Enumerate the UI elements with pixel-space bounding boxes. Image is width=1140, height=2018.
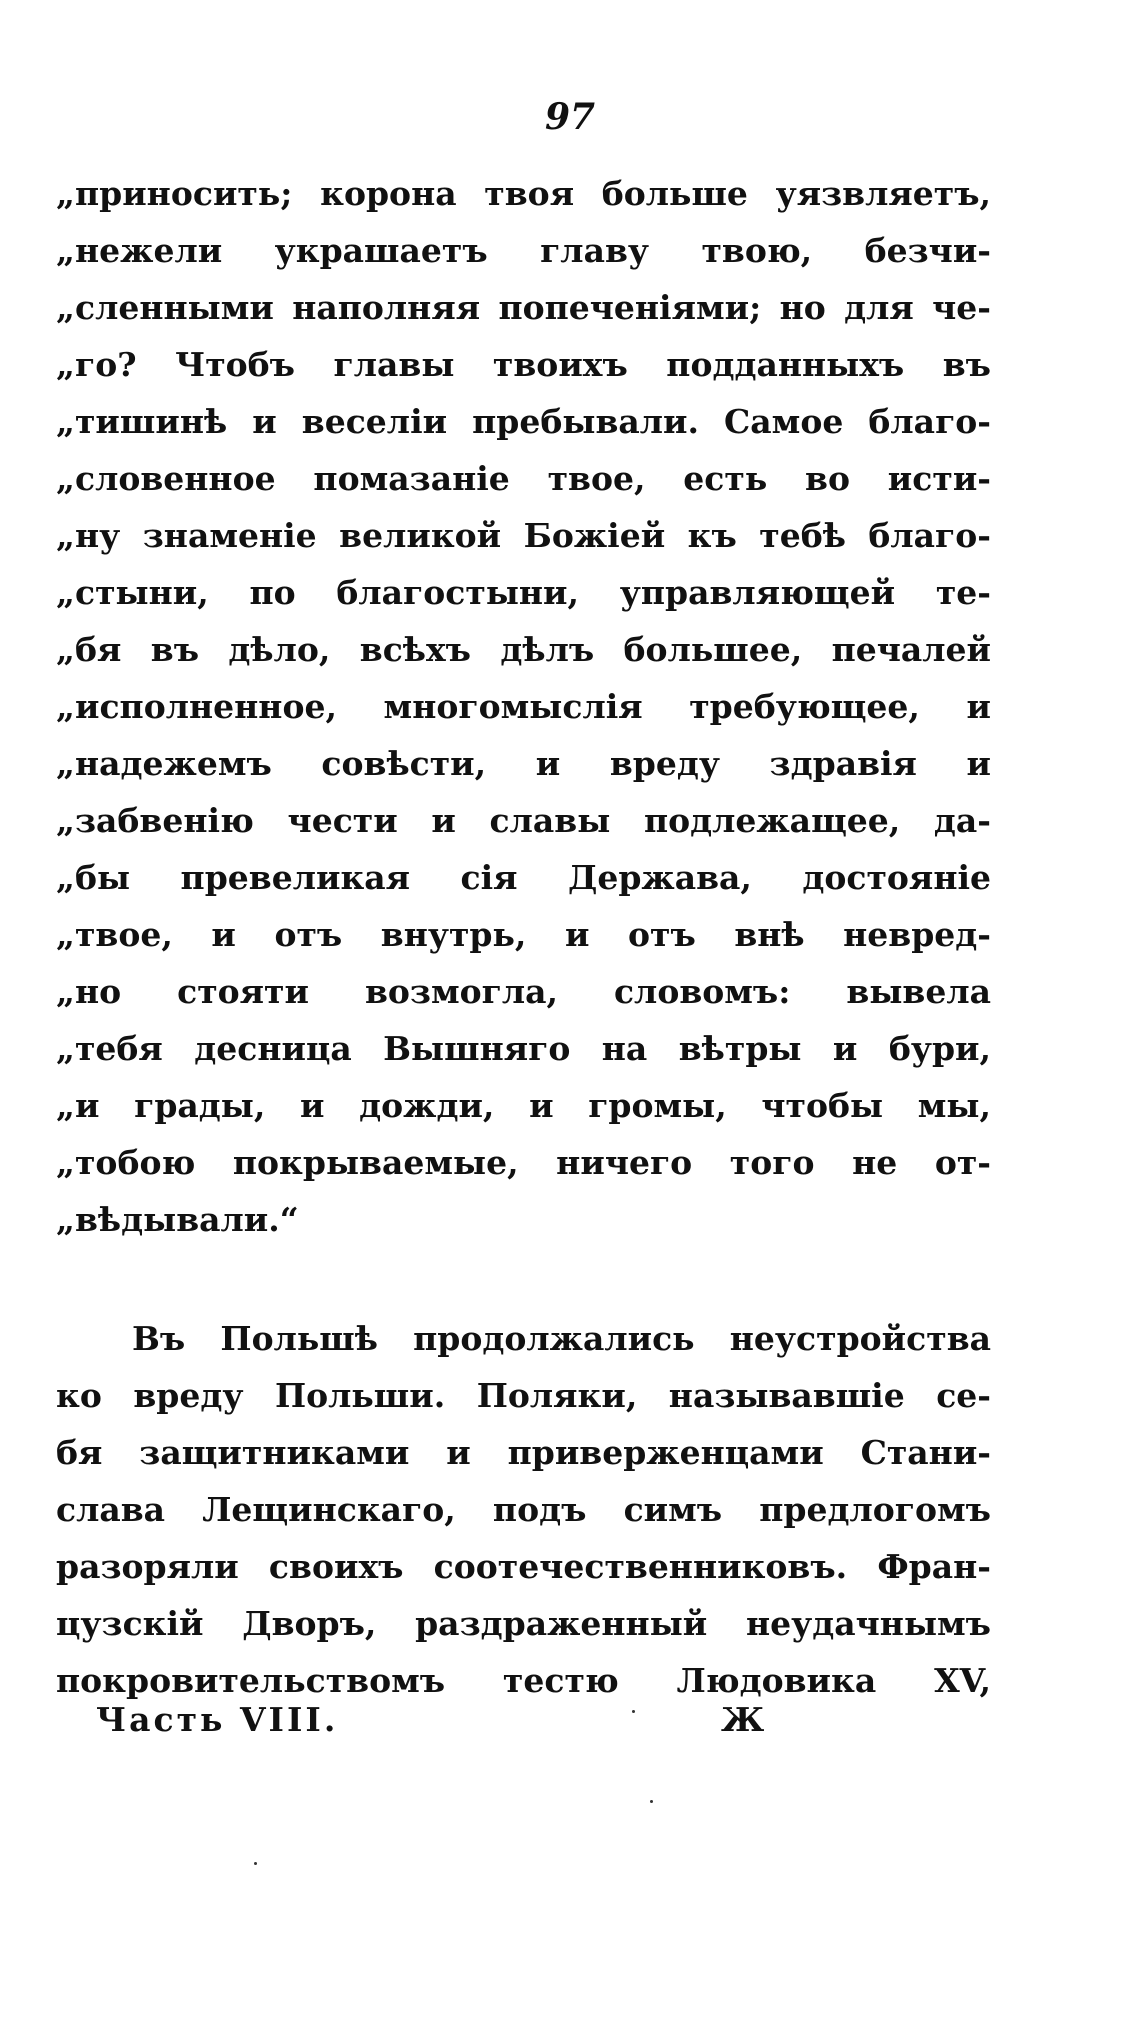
page-footer (96, 1700, 796, 1750)
print-speck (632, 1710, 635, 1713)
print-speck (650, 1800, 653, 1803)
text-line: „нежели украшаетъ главу твою, безчи- (56, 231, 991, 270)
gathering-mark: Ж (721, 1700, 765, 1739)
volume-signature: Часть VIII. (96, 1700, 339, 1739)
text-line: „но стояти возмогла, словомъ: вывела (56, 972, 991, 1011)
text-line: Въ Польшѣ продолжались неустройства (132, 1319, 991, 1358)
text-line: „тобою покрываемые, ничего того не от- (56, 1143, 991, 1182)
print-speck (254, 1862, 257, 1865)
text-line: „надежемъ совѣсти, и вреду здравія и (56, 744, 991, 783)
narrative-paragraph (56, 1310, 991, 1709)
text-line: цузскій Дворъ, раздраженный неудачнымъ (56, 1604, 991, 1643)
text-line: „го? Чтобъ главы твоихъ подданныхъ въ (56, 345, 991, 384)
quoted-speech-block (56, 165, 991, 1248)
page-number: 97 (544, 96, 596, 138)
text-line: „тишинѣ и веселіи пребывали. Самое благо- (56, 402, 991, 441)
text-line: слава Лещинскаго, подъ симъ предлогомъ (56, 1490, 991, 1529)
text-line: „сленными наполняя попеченіями; но для че- (56, 288, 991, 327)
text-line: „тебя десница Вышняго на вѣтры и бури, (56, 1029, 991, 1068)
text-line: „приносить; корона твоя больше уязвляетъ, (56, 174, 991, 213)
text-line: покровительствомъ тестю Людовика XV, (56, 1661, 991, 1700)
text-line: „стыни, по благостыни, управляющей те- (56, 573, 991, 612)
text-line: „твое, и отъ внутрь, и отъ внѣ невред- (56, 915, 991, 954)
text-line: разоряли своихъ соотечественниковъ. Фран- (56, 1547, 991, 1586)
text-line: „бя въ дѣло, всѣхъ дѣлъ большее, печалей (56, 630, 991, 669)
text-line: „словенное помазаніе твое, есть во исти- (56, 459, 991, 498)
text-line: „вѣдывали.“ (56, 1200, 299, 1239)
text-line: „забвенію чести и славы подлежащее, да- (56, 801, 991, 840)
text-line: „и грады, и дожди, и громы, чтобы мы, (56, 1086, 991, 1125)
text-line: „бы превеликая сія Держава, достояніе (56, 858, 991, 897)
text-line: бя защитниками и приверженцами Стани- (56, 1433, 991, 1472)
text-line: „исполненное, многомыслія требующее, и (56, 687, 991, 726)
text-line: „ну знаменіе великой Божіей къ тебѣ благо- (56, 516, 991, 555)
text-line: ко вреду Польши. Поляки, называвшіе се- (56, 1376, 991, 1415)
